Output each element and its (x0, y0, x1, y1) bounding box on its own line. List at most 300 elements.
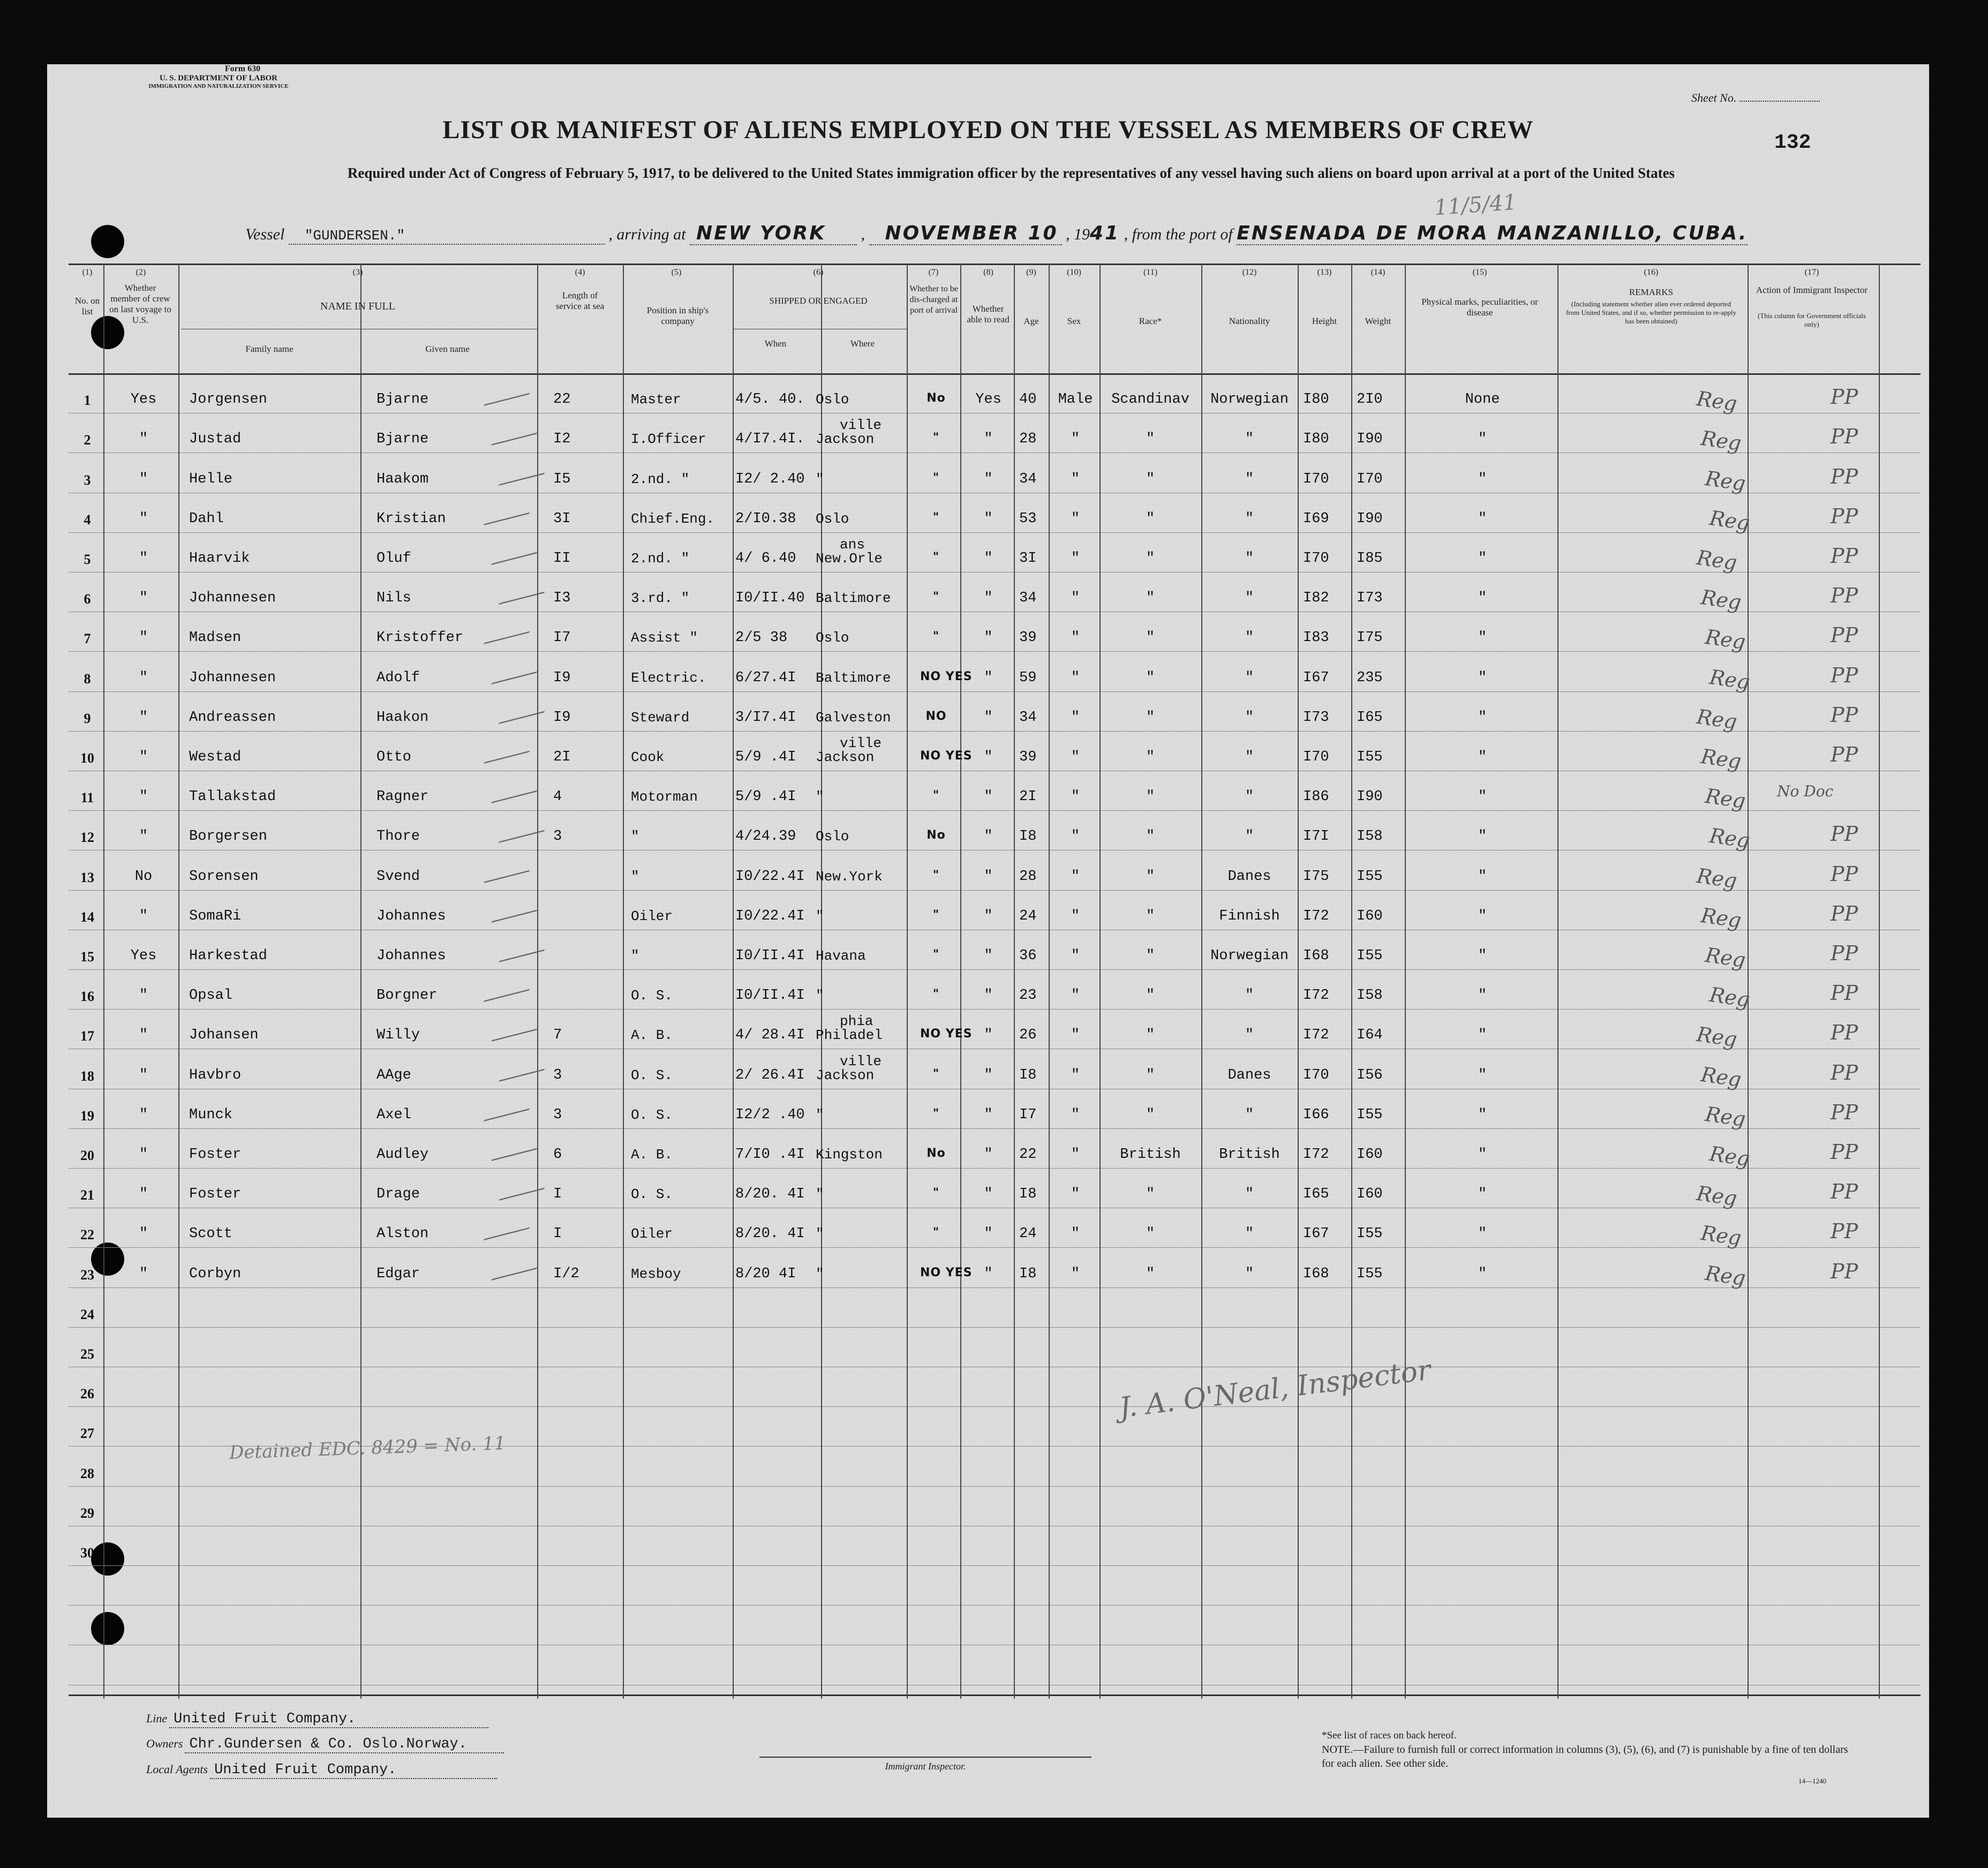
col-head-remarks-note: (Including statement whether alien ever ordered deported from United States, and if so, whether permission to re-apply has been obtained) (1565, 300, 1737, 325)
table-row (69, 1247, 1921, 1290)
row-given-name: Johannes (376, 947, 446, 964)
row-given-name: Nils (376, 590, 411, 607)
row-service: 4 (553, 789, 562, 805)
row-race: " (1146, 510, 1155, 527)
row-nationality: " (1245, 510, 1254, 527)
row-shipped-when: 4/24.39 (735, 828, 796, 845)
row-prev-voyage: " (139, 590, 148, 607)
row-discharge: " (932, 1186, 940, 1200)
row-age: 34 (1019, 471, 1037, 487)
row-able-read: " (984, 749, 993, 765)
vessel-name: "GUNDERSEN." (289, 228, 605, 245)
row-able-read: " (984, 1186, 993, 1203)
checkmark-icon (491, 418, 545, 446)
row-age: 53 (1019, 510, 1037, 527)
row-shipped-where: Baltimore (816, 669, 891, 686)
inspector-action: PP (1831, 1021, 1858, 1045)
row-marks: " (1478, 471, 1487, 487)
row-nationality: " (1245, 988, 1254, 1004)
row-family-name: Sorensen (189, 868, 259, 885)
checkmark-icon (484, 1094, 537, 1121)
row-shipped-when: 8/20. 4I (735, 1226, 805, 1242)
row-given-name: Borgner (376, 988, 438, 1004)
row-shipped-when: 8/20 4I (735, 1266, 796, 1282)
row-nationality: " (1245, 1106, 1254, 1123)
row-marks: " (1478, 1106, 1487, 1123)
row-given-name: Alston (376, 1226, 429, 1242)
row-height: I68 (1303, 1266, 1329, 1282)
table-row (69, 930, 1921, 973)
row-weight: I55 (1357, 868, 1383, 885)
col-head-position: Position in ship's company (646, 305, 709, 326)
row-discharge: " (932, 431, 940, 445)
row-height: I65 (1303, 1186, 1329, 1203)
col-num-13: (13) (1317, 268, 1332, 277)
row-race: " (1146, 828, 1155, 845)
row-race: British (1120, 1146, 1181, 1163)
footer-line (146, 1711, 488, 1728)
row-number: 2 (84, 432, 91, 448)
row-age: 59 (1019, 669, 1037, 686)
row-prev-voyage: " (139, 1027, 148, 1044)
row-position: O. S. (631, 1067, 673, 1083)
row-prev-voyage: " (139, 669, 148, 686)
row-race: " (1146, 947, 1155, 964)
row-family-name: Justad (189, 431, 242, 448)
col-num-17: (17) (1804, 268, 1819, 277)
row-height: I70 (1303, 550, 1329, 567)
row-shipped-when: 6/27.4I (735, 669, 796, 686)
row-number: 25 (80, 1346, 94, 1362)
row-nationality: " (1245, 471, 1254, 487)
row-weight: I55 (1357, 1226, 1383, 1242)
agents-value: United Fruit Company. (210, 1762, 497, 1779)
row-marks: " (1478, 749, 1487, 765)
row-position: Mesboy (631, 1266, 681, 1282)
col-head-height: Height (1312, 316, 1337, 326)
row-shipped-where-cont: ville (840, 1053, 882, 1069)
row-discharge: " (932, 789, 940, 803)
row-number: 28 (80, 1465, 94, 1481)
col-head-last-voyage: Whether member of crew on last voyage to U.S. (109, 283, 171, 325)
row-shipped-where: Jackson (816, 431, 875, 448)
row-sex: " (1071, 947, 1080, 964)
remark-reg: Reg (1704, 784, 1748, 814)
row-shipped-when: I0/22.4I (735, 868, 805, 885)
row-discharge: " (932, 868, 940, 882)
inspector-action: PP (1831, 742, 1858, 766)
row-able-read: " (984, 471, 993, 487)
remark-reg: Reg (1704, 943, 1748, 973)
vessel-label: Vessel (245, 225, 285, 243)
row-shipped-where: Jackson (816, 1067, 875, 1083)
row-given-name: AAge (376, 1067, 411, 1083)
remark-reg: Reg (1695, 545, 1739, 575)
row-race: " (1146, 868, 1155, 885)
row-position: " (631, 828, 639, 845)
row-family-name: Opsal (189, 988, 233, 1004)
row-sex: " (1071, 868, 1080, 885)
row-age: 28 (1019, 431, 1037, 448)
table-row (69, 1327, 1921, 1367)
row-height: I83 (1303, 630, 1329, 646)
inspector-line (759, 1757, 1091, 1758)
row-height: I80 (1303, 391, 1329, 408)
row-number: 18 (80, 1068, 94, 1084)
col-num-10: (10) (1067, 268, 1081, 277)
row-shipped-where: Jackson (816, 749, 875, 765)
arrival-year: 41 (1090, 222, 1120, 244)
print-code: 14—1240 (1798, 1777, 1826, 1785)
row-age: 28 (1019, 868, 1037, 885)
row-nationality: " (1245, 789, 1254, 805)
row-family-name: Helle (189, 471, 233, 487)
row-sex: " (1071, 1226, 1080, 1242)
table-row (69, 969, 1921, 1012)
remark-reg: Reg (1699, 585, 1743, 615)
row-weight: I73 (1357, 590, 1383, 607)
row-height: I72 (1303, 908, 1329, 924)
row-sex: " (1071, 749, 1080, 765)
row-age: 34 (1019, 590, 1037, 607)
row-weight: I58 (1357, 988, 1383, 1004)
row-nationality: " (1245, 431, 1254, 448)
remark-reg: Reg (1704, 625, 1748, 654)
row-weight: I55 (1357, 1266, 1383, 1282)
remark-reg: Reg (1708, 1141, 1752, 1171)
inspector-action: PP (1831, 1180, 1858, 1204)
checkmark-icon (491, 1253, 545, 1281)
row-marks: " (1478, 828, 1487, 845)
row-nationality: " (1245, 709, 1254, 726)
row-race: " (1146, 471, 1155, 487)
col-head-read: Whether able to read (967, 304, 1010, 325)
checkmark-icon (499, 697, 552, 724)
row-marks: " (1478, 1266, 1487, 1282)
row-number: 7 (84, 631, 91, 647)
row-shipped-where: Havana (816, 947, 866, 964)
inspector-action: PP (1831, 1100, 1858, 1124)
row-discharge: " (932, 947, 940, 961)
row-number: 1 (84, 393, 91, 409)
row-weight: I75 (1357, 630, 1383, 646)
inspector-label: Immigrant Inspector. (885, 1761, 966, 1772)
col-num-16: (16) (1644, 268, 1659, 277)
row-height: I80 (1303, 431, 1329, 448)
row-given-name: Kristian (376, 510, 446, 527)
row-given-name: Adolf (376, 669, 420, 686)
col-head-when: When (764, 338, 787, 349)
row-height: I82 (1303, 590, 1329, 607)
row-age: 2I (1019, 789, 1037, 805)
row-height: I69 (1303, 510, 1329, 527)
row-position: Electric. (631, 669, 706, 686)
row-position: I.Officer (631, 431, 706, 448)
row-number: 14 (80, 909, 94, 925)
row-position: O. S. (631, 988, 673, 1004)
row-prev-voyage: " (139, 828, 148, 845)
row-nationality: Norwegian (1210, 947, 1289, 964)
row-height: I72 (1303, 1027, 1329, 1044)
row-shipped-when: 2/5 38 (735, 630, 788, 646)
row-nationality: " (1245, 749, 1254, 765)
row-height: I70 (1303, 471, 1329, 487)
row-family-name: Jorgensen (189, 391, 267, 408)
row-given-name: Ragner (376, 789, 429, 805)
row-shipped-when: 4/ 6.40 (735, 550, 796, 567)
row-position: " (631, 947, 639, 964)
from-label: , from the port of (1124, 225, 1233, 243)
row-height: I86 (1303, 789, 1329, 805)
row-able-read: " (984, 789, 993, 805)
row-number: 22 (80, 1227, 94, 1243)
department-name: U. S. DEPARTMENT OF LABOR (159, 74, 278, 82)
row-height: I72 (1303, 1146, 1329, 1163)
row-marks: " (1478, 908, 1487, 924)
inspector-action: PP (1831, 901, 1858, 925)
inspector-action: PP (1831, 464, 1858, 488)
row-number: 12 (80, 830, 94, 846)
row-height: I73 (1303, 709, 1329, 726)
row-weight: I55 (1357, 947, 1383, 964)
row-weight: I85 (1357, 550, 1383, 567)
row-marks: " (1478, 1067, 1487, 1083)
remark-reg: Reg (1704, 1102, 1748, 1131)
row-able-read: Yes (975, 391, 1001, 408)
row-race: " (1146, 630, 1155, 646)
line-value: United Fruit Company. (169, 1711, 488, 1728)
row-weight: I90 (1357, 431, 1383, 448)
row-position: Steward (631, 709, 690, 726)
col-head-list-no: No. on list (74, 296, 100, 317)
agents-label: Local Agents (146, 1762, 208, 1776)
row-weight: I55 (1357, 749, 1383, 765)
row-weight: I60 (1357, 1186, 1383, 1203)
row-service: II (553, 550, 571, 567)
row-race: " (1146, 1266, 1155, 1282)
row-position: A. B. (631, 1146, 673, 1163)
row-prev-voyage: No (134, 868, 153, 885)
row-family-name: Foster (189, 1186, 242, 1203)
row-service: 3 (553, 1106, 562, 1123)
row-discharge: NO YES (920, 1266, 973, 1279)
row-able-read: " (984, 1106, 993, 1123)
row-height: I70 (1303, 749, 1329, 765)
row-given-name: Svend (376, 868, 420, 885)
row-prev-voyage: " (139, 1067, 148, 1083)
col-head-shipped: SHIPPED OR ENGAGED (769, 296, 868, 306)
table-row (69, 810, 1921, 853)
row-given-name: Otto (376, 749, 411, 765)
row-service: 22 (553, 391, 571, 408)
row-height: I66 (1303, 1106, 1329, 1123)
row-shipped-when: 2/ 26.4I (735, 1067, 805, 1083)
col-num-7: (7) (928, 268, 939, 277)
remark-reg: Reg (1699, 744, 1743, 774)
row-sex: " (1071, 1186, 1080, 1203)
row-able-read: " (984, 947, 993, 964)
row-number: 5 (84, 551, 91, 567)
row-weight: I60 (1357, 908, 1383, 924)
row-family-name: Borgersen (189, 828, 267, 845)
voyage-line: Vessel "GUNDERSEN." , arriving at NEW YORK , NOVEMBER 10 , 1941 , from the port of ENSENADA DE MORA MANZANILLO, CUBA. (245, 222, 1748, 244)
arriving-label: , arriving at (608, 225, 686, 243)
row-age: I8 (1019, 1067, 1037, 1083)
col-head-name: NAME IN FULL (320, 300, 395, 312)
row-number: 30 (80, 1545, 94, 1561)
row-able-read: " (984, 1027, 993, 1044)
row-shipped-when: I0/II.40 (735, 590, 805, 607)
table-row (69, 890, 1921, 930)
row-service: 3 (553, 1067, 562, 1083)
footer-agents (146, 1762, 497, 1779)
row-service: I3 (553, 590, 571, 607)
checkmark-icon (484, 1213, 537, 1240)
row-shipped-where: New.York (816, 868, 883, 885)
row-family-name: Munck (189, 1106, 233, 1123)
row-nationality: " (1245, 669, 1254, 686)
punch-hole (91, 225, 124, 258)
row-sex: " (1071, 590, 1080, 607)
row-able-read: " (984, 988, 993, 1004)
remark-reg: Reg (1708, 506, 1752, 535)
row-discharge: No (927, 1146, 946, 1160)
row-marks: " (1478, 988, 1487, 1004)
row-discharge: " (932, 630, 940, 644)
row-shipped-where: Galveston (816, 709, 891, 726)
row-nationality: " (1245, 550, 1254, 567)
row-age: 34 (1019, 709, 1037, 726)
row-marks: " (1478, 550, 1487, 567)
inspector-action: PP (1831, 1219, 1858, 1244)
row-sex: " (1071, 1027, 1080, 1044)
row-sex: " (1071, 1106, 1080, 1123)
inspector-signature: J. A. O'Neal, Inspector (1117, 1354, 1433, 1425)
row-age: I7 (1019, 1106, 1037, 1123)
col-head-action-note: (This column for Government officials only) (1758, 312, 1866, 328)
row-shipped-when: 8/20. 4I (735, 1186, 805, 1203)
row-service: 3I (553, 510, 571, 527)
table-row (69, 850, 1921, 893)
row-height: I72 (1303, 988, 1329, 1004)
remark-reg: Reg (1695, 1022, 1739, 1052)
row-shipped-where: Oslo (816, 391, 849, 408)
row-position: " (631, 868, 639, 885)
col-head-discharge: Whether to be dis-charged at port of arrival (909, 284, 958, 315)
col-num-1: (1) (82, 268, 93, 277)
row-number: 23 (80, 1267, 94, 1283)
table-row (69, 1287, 1921, 1327)
col-num-3: (3) (352, 268, 363, 277)
row-service: I7 (553, 630, 571, 646)
row-marks: " (1478, 1226, 1487, 1242)
table-row (69, 532, 1921, 575)
table-row (69, 1128, 1921, 1171)
owners-label: Owners (146, 1737, 183, 1750)
row-service: 7 (553, 1027, 562, 1044)
row-shipped-where: " (816, 471, 824, 487)
row-prev-voyage: " (139, 1106, 148, 1123)
row-shipped-where: " (816, 988, 824, 1004)
row-marks: " (1478, 947, 1487, 964)
row-discharge: " (932, 1226, 940, 1240)
row-sex: " (1071, 789, 1080, 805)
row-marks: " (1478, 630, 1487, 646)
row-weight: I64 (1357, 1027, 1383, 1044)
row-sex: " (1071, 630, 1080, 646)
row-number: 11 (80, 790, 94, 806)
inspector-action: PP (1831, 941, 1858, 965)
row-able-read: " (984, 1146, 993, 1163)
row-sex: " (1071, 988, 1080, 1004)
table-row (69, 373, 1921, 416)
col-num-6: (6) (813, 268, 824, 277)
row-height: I67 (1303, 1226, 1329, 1242)
inspector-action: PP (1831, 385, 1858, 409)
row-shipped-when: 4/ 28.4I (735, 1027, 805, 1044)
row-number: 4 (84, 511, 91, 528)
row-shipped-where: " (816, 789, 824, 805)
row-given-name: Kristoffer (376, 630, 464, 646)
row-shipped-where: Oslo (816, 828, 849, 845)
row-family-name: Tallakstad (189, 789, 276, 805)
row-shipped-when: 3/I7.4I (735, 709, 796, 726)
row-age: I8 (1019, 1266, 1037, 1282)
row-able-read: " (984, 1266, 993, 1282)
sheet-label: Sheet No. (1691, 91, 1737, 104)
form-header (133, 64, 304, 89)
handwritten-date: 11/5/41 (1433, 190, 1518, 221)
row-sex: " (1071, 709, 1080, 726)
remark-reg: Reg (1699, 426, 1743, 456)
row-marks: " (1478, 789, 1487, 805)
row-family-name: Westad (189, 749, 242, 765)
row-race: Scandinav (1111, 391, 1189, 408)
row-sex: " (1071, 1266, 1080, 1282)
col-num-2: (2) (135, 268, 146, 277)
row-prev-voyage: " (139, 1186, 148, 1203)
inspector-action: PP (1831, 1140, 1858, 1164)
row-able-read: " (984, 709, 993, 726)
col-head-race: Race* (1139, 316, 1162, 326)
checkmark-icon (491, 895, 545, 923)
manifest-sheet (47, 64, 1929, 1818)
row-nationality: " (1245, 1027, 1254, 1044)
row-sex: " (1071, 510, 1080, 527)
row-position: 2.nd. " (631, 471, 690, 487)
row-marks: " (1478, 709, 1487, 726)
row-shipped-where: " (816, 908, 824, 924)
row-discharge: " (932, 988, 940, 1001)
inspector-action: PP (1831, 703, 1858, 727)
row-sex: " (1071, 669, 1080, 686)
row-marks: " (1478, 510, 1487, 527)
row-shipped-when: 4/I7.4I. (735, 431, 805, 448)
row-number: 9 (84, 710, 91, 726)
race-note: *See list of races on back hereof. (1322, 1730, 1457, 1741)
row-discharge: No (927, 391, 946, 405)
inspector-action: PP (1831, 623, 1858, 647)
row-shipped-when: 5/9 .4I (735, 749, 796, 765)
inspector-action: PP (1831, 1060, 1858, 1084)
row-family-name: Corbyn (189, 1266, 242, 1282)
row-able-read: " (984, 828, 993, 845)
row-shipped-where: Philadel (816, 1027, 883, 1044)
row-shipped-where-cont: phia (840, 1013, 873, 1030)
sheet-number (1691, 91, 1820, 105)
row-discharge: NO YES (920, 749, 973, 763)
col-num-14: (14) (1370, 268, 1385, 277)
